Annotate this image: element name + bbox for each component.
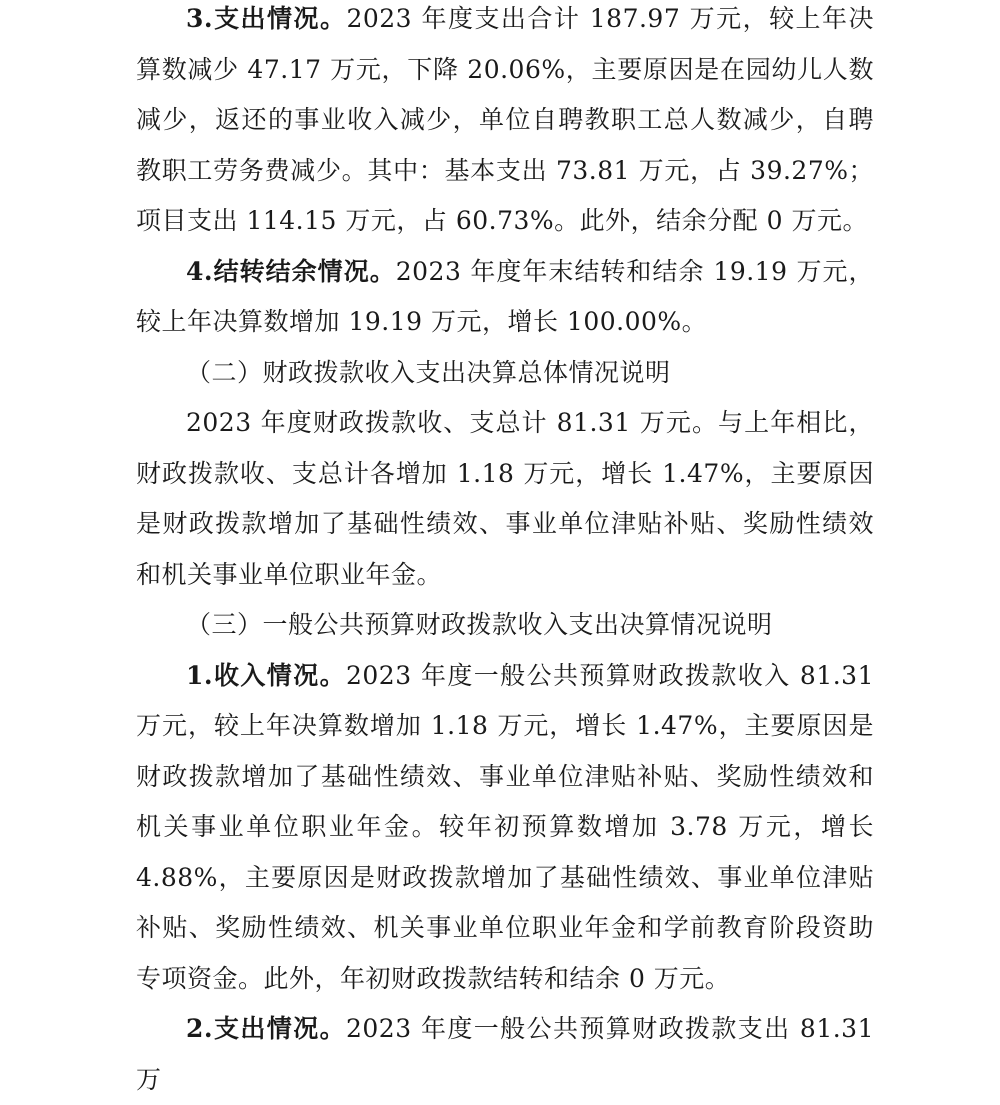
paragraph-carryover — [136, 247, 874, 348]
paragraph-income — [136, 651, 874, 1005]
paragraph-text: 2023 年度一般公共预算财政拨款支出 81.31 万 — [136, 1014, 874, 1094]
paragraph-lead: 2.支出情况。 — [186, 1014, 346, 1043]
paragraph-text: 2023 年度财政拨款收、支总计 81.31 万元。与上年相比，财政拨款收、支总计各增加 1.18 万元，增长 1.47%，主要原因是财政拨款增加了基础性绩效、事业单位津贴补贴、奖励性绩效和机关事业单位职业年金。 — [136, 408, 874, 589]
paragraph-general-expenditure — [136, 1004, 874, 1105]
paragraph-expenditure — [136, 0, 874, 247]
paragraph-lead: 3.支出情况。 — [186, 4, 347, 33]
paragraph-text: 2023 年度支出合计 187.97 万元，较上年决算数减少 47.17 万元，下降 20.06%，主要原因是在园幼儿人数减少，返还的事业收入减少，单位自聘教职工总人数减少，自聘教职工劳务费减少。其中：基本支出 73.81 万元，占 39.27%；项目支出 114.15 万元，占 60.73%。此外，结余分配 0 万元。 — [136, 4, 874, 235]
paragraph-lead: 4.结转结余情况。 — [186, 256, 396, 286]
paragraph-lead: 1.收入情况。 — [186, 660, 346, 690]
paragraph-text: 2023 年度年末结转和结余 19.19 万元，较上年决算数增加 19.19 万元，增长 100.00%。 — [136, 256, 874, 336]
document-page — [136, 0, 874, 1105]
section-heading-general-budget: （三）一般公共预算财政拨款收入支出决算情况说明 — [186, 610, 773, 639]
paragraph-text: 2023 年度一般公共预算财政拨款收入 81.31 万元，较上年决算数增加 1.18 万元，增长 1.47%，主要原因是财政拨款增加了基础性绩效、事业单位津贴补贴、奖励性绩效和机关事业单位职业年金。较年初预算数增加 3.78 万元，增长 4.88%，主要原因是财政拨款增加了基础性绩效、事业单位津贴补贴、奖励性绩效、机关事业单位职业年金和学前教育阶段资助专项资金。此外，年初财政拨款结转和结余 0 万元。 — [136, 660, 874, 993]
paragraph-fiscal-overall — [136, 398, 874, 600]
section-heading-fiscal-overall: （二）财政拨款收入支出决算总体情况说明 — [186, 357, 671, 387]
